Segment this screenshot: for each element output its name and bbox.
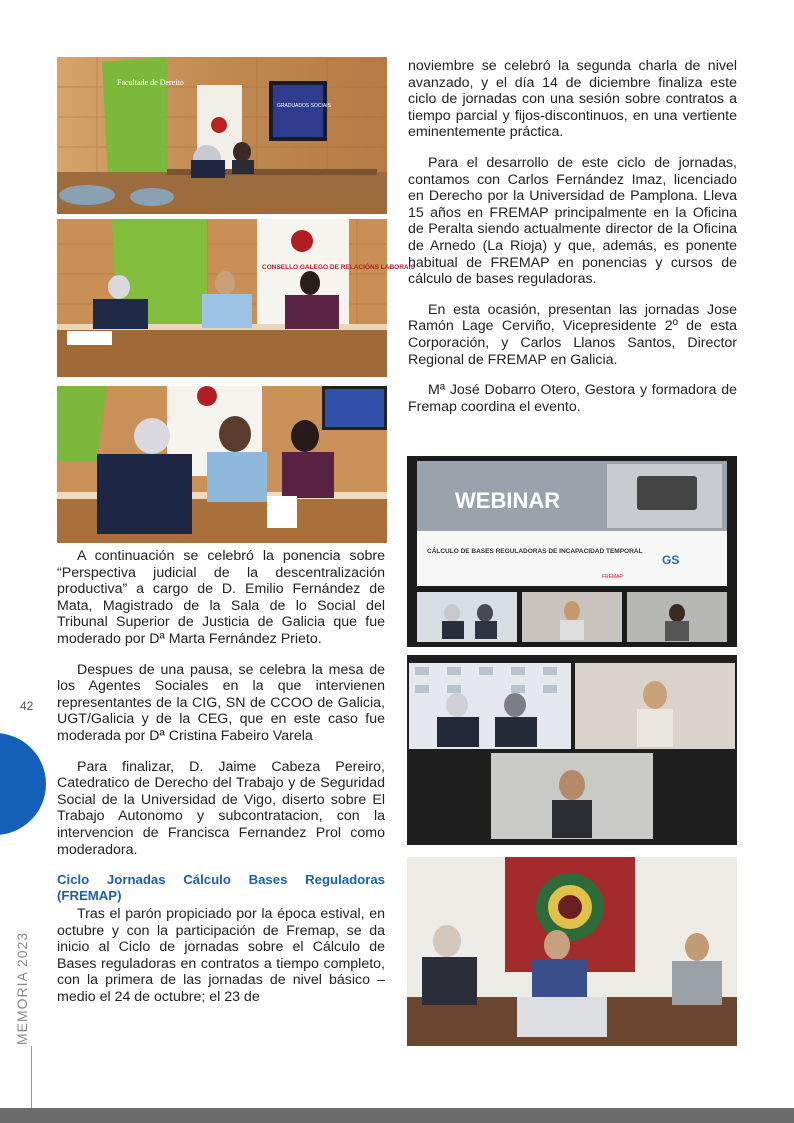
vertical-memoria-label: MEMORIA 2023 bbox=[14, 931, 30, 1045]
photo-video-call-image bbox=[407, 655, 737, 845]
photo-webinar-screen bbox=[407, 456, 737, 647]
page-number: 42 bbox=[20, 699, 34, 713]
vertical-divider-line bbox=[31, 1046, 32, 1110]
svg-text:FREMAP: FREMAP bbox=[602, 574, 623, 580]
paragraph: A continuación se celebró la ponencia sobre “Perspectiva judicial de la descentralización productiva” a cargo de D. Emilio Fernández de Mata, Magistrado de la Sala de lo Social del Tribunal Superior de Justicia de Galicia que fue moderado por Dª Marta Fernández Prieto. bbox=[57, 548, 385, 647]
photo-conference-panel-1-image bbox=[57, 57, 387, 214]
photo-presenters-table-image bbox=[407, 857, 737, 1046]
paragraph: Para finalizar, D. Jaime Cabeza Pereiro, Catedratico de Derecho del Trabajo y de Seguridad Social de la Universidad de Vigo, diserto sobre El Trabajo Autonomo y subcontratacion, con la intervencion de Francisca Fernandez Prol como moderadora. bbox=[57, 758, 385, 858]
photo-webinar-screen-image bbox=[407, 456, 737, 647]
paragraph: Para el desarrollo de este ciclo de jornadas, contamos con Carlos Fernández Imaz, licenciado en Derecho por la Universidad de Pamplona. Lleva 15 años en FREMAP principalmente en la Oficina de Peralta siendo actualmente director de la Oficina de Arnedo (La Rioja) y que, además, es ponente habitual de FREMAP en ponencias y cursos de cálculo de bases reguladoras. bbox=[408, 154, 737, 288]
photo-video-call bbox=[407, 655, 737, 845]
webinar-title: WEBINAR bbox=[455, 488, 561, 513]
blue-side-tab bbox=[0, 733, 46, 835]
svg-text:GRADUADOS SOCIAIS: GRADUADOS SOCIAIS bbox=[277, 103, 331, 109]
photo-conference-panel-2-image bbox=[57, 219, 415, 377]
paragraph: noviembre se celebró la segunda charla de nivel avanzado, y el día 14 de diciembre finaliza este ciclo de jornadas con una sesión sobre contratos a tiempo parcial y fijos-discontinuos, en una vertiente eminentemente práctica. bbox=[408, 58, 737, 141]
paragraph: Tras el parón propiciado por la época estival, en octubre y con la participación de Fremap, se da inicio al Ciclo de jornadas sobre el Cálculo de Bases reguladoras en contratos a tiempo completo, con la primera de las jornadas de nivel básico – medio el 24 de octubre; el 23 de bbox=[57, 906, 385, 1006]
photo-presenters-table bbox=[407, 857, 737, 1046]
webinar-logo: GS bbox=[662, 553, 680, 567]
photo-conference-panel-3-image bbox=[57, 386, 387, 543]
left-text-column bbox=[57, 548, 385, 1020]
photo-conference-panel-3 bbox=[57, 386, 387, 543]
webinar-subtitle: CÁLCULO DE BASES REGULADORAS DE INCAPACIDAD TEMPORAL bbox=[427, 548, 643, 555]
photo1-sign-text: Facultade de Dereito bbox=[117, 78, 184, 87]
paragraph: Mª José Dobarro Otero, Gestora y formadora de Fremap coordina el evento. bbox=[408, 382, 737, 415]
footer-bar bbox=[0, 1108, 794, 1123]
right-text-column bbox=[408, 58, 737, 429]
paragraph: Despues de una pausa, se celebra la mesa de los Agentes Sociales en la que intervienen representantes de la CIG, SN de CCOO de Galicia, UGT/Galicia y de la CEG, que en este caso fue moderada por Dª Cristina Fabeiro Varela bbox=[57, 661, 385, 744]
paragraph: En esta ocasión, presentan las jornadas Jose Ramón Lage Cerviño, Vicepresidente 2º de esta Corporación, y Carlos Llanos Santos, Director Regional de FREMAP en Galicia. bbox=[408, 301, 737, 368]
section-heading: Ciclo Jornadas Cálculo Bases Reguladoras (FREMAP) bbox=[57, 872, 385, 904]
photo2-banner-text: CONSELLO GALEGO DE RELACIÓNS LABORAIS bbox=[262, 264, 415, 271]
photo-conference-panel-1 bbox=[57, 57, 387, 214]
photo-conference-panel-2 bbox=[57, 219, 415, 377]
